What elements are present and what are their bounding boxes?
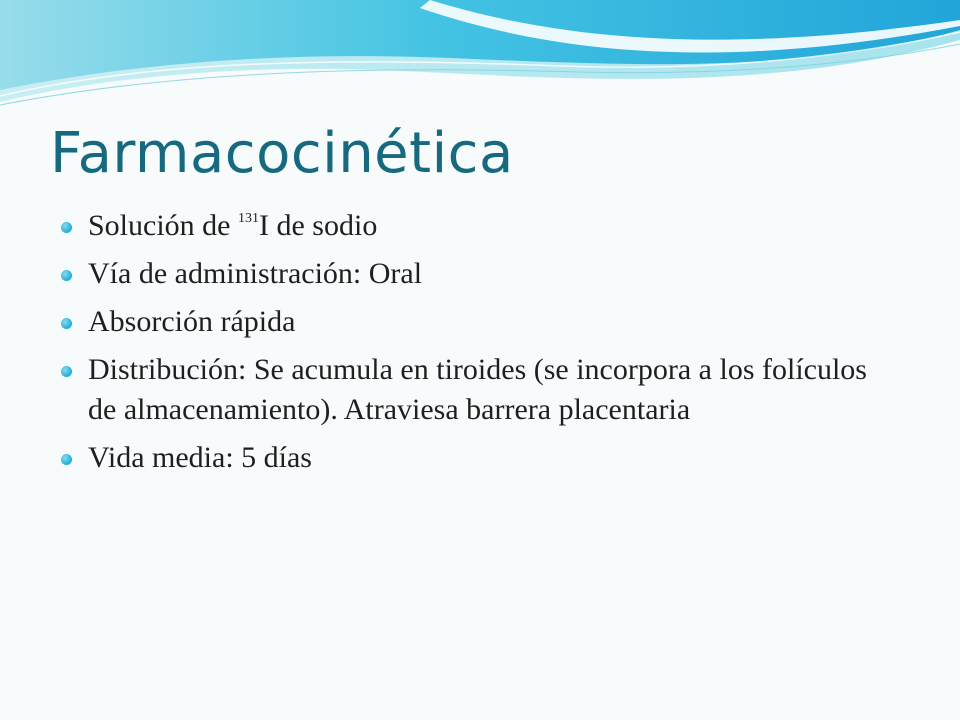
bullet-text: Absorción rápida [88,305,296,338]
bullet-dot-icon [61,318,72,329]
bullet-dot-icon [61,270,72,281]
bullet-item-half-life [60,438,900,478]
bullet-item-solution [60,206,900,246]
bullet-dot-icon [61,454,72,465]
bullet-dot-icon [61,366,72,377]
bullet-item-administration [60,254,900,294]
bullet-text-pre: Solución de [88,209,238,242]
bullet-dot-icon [61,222,72,233]
bullet-text: Vía de administración: Oral [88,257,423,290]
isotope-superscript: 131 [238,211,259,226]
bullet-item-distribution [60,350,900,430]
slide-title: Farmacocinética [50,121,514,186]
bullet-text-post: I de sodio [259,209,378,242]
bullet-list [60,206,900,486]
bullet-item-absorption [60,302,900,342]
bullet-text: Distribución: Se acumula en tiroides (se incorpora a los folículos de almacenamiento). Atraviesa barrera placentaria [88,353,867,426]
bullet-text: Vida media: 5 días [88,441,312,474]
header-wave-decoration [0,0,960,120]
